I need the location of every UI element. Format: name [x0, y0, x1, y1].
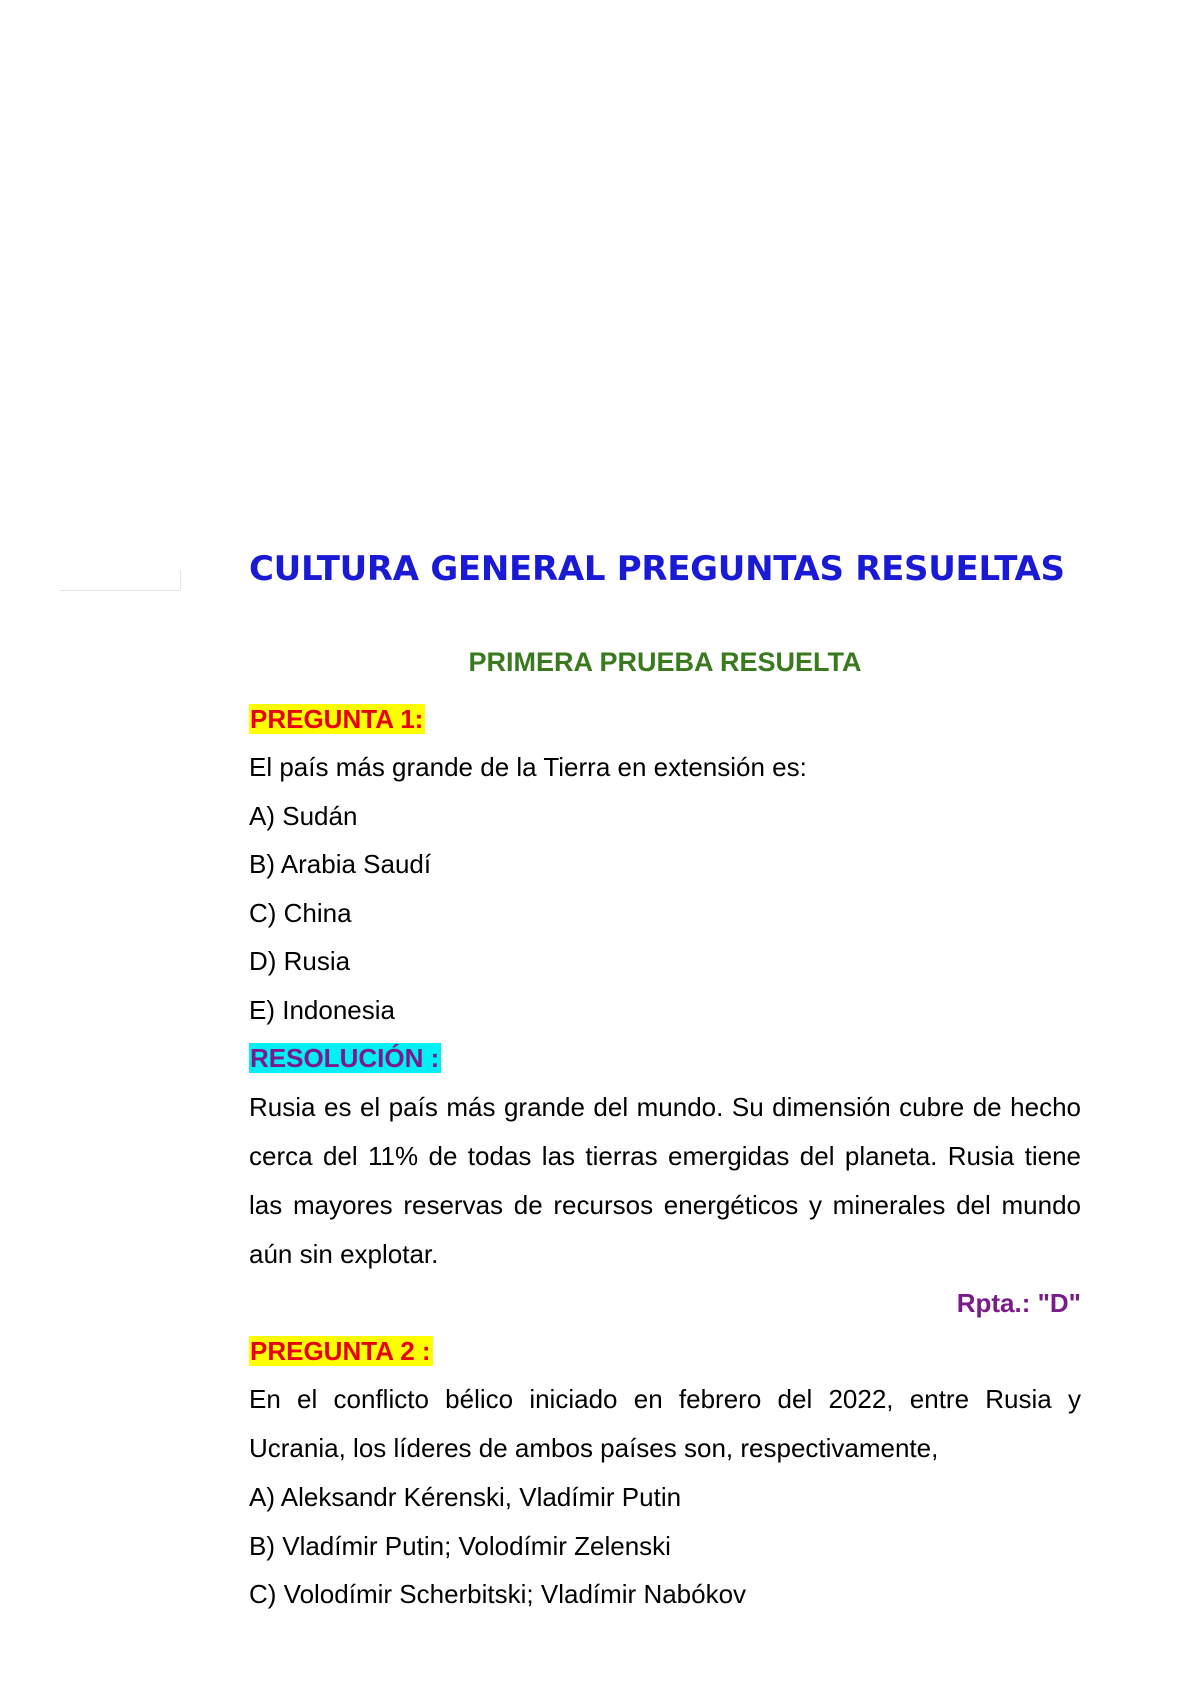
question-2-option-c: C) Volodímir Scherbitski; Vladímir Nabókov	[249, 1579, 747, 1609]
question-1-text: El país más grande de la Tierra en extensión es:	[249, 752, 807, 782]
resolution-1-label-line	[249, 1041, 441, 1075]
question-1-option-b: B) Arabia Saudí	[249, 849, 432, 879]
answer-1: Rpta.: "D"	[956, 1288, 1081, 1318]
question-1-option-d: D) Rusia	[249, 946, 351, 976]
question-2-label: PREGUNTA 2 :	[250, 1336, 431, 1366]
question-1-label: PREGUNTA 1:	[250, 704, 424, 734]
question-1-option-a: A) Sudán	[249, 801, 358, 831]
question-2-option-b: B) Vladímir Putin; Volodímir Zelenski	[249, 1531, 671, 1561]
question-2-label-line	[249, 1334, 433, 1368]
question-2-option-a: A) Aleksandr Kérenski, Vladímir Putin	[249, 1482, 682, 1512]
document-title: CULTURA GENERAL PREGUNTAS RESUELTAS	[249, 549, 1065, 589]
question-1-option-c: C) China	[249, 898, 352, 928]
section-subtitle: PRIMERA PRUEBA RESUELTA	[468, 647, 862, 677]
question-2-text: En el conflicto bélico iniciado en febrero del 2022, entre Rusia y Ucrania, los líderes de ambos países son, respectivamente,	[249, 1384, 1081, 1463]
page-corner-mark	[60, 570, 181, 591]
question-1-label-line	[249, 702, 425, 736]
resolution-1-text: Rusia es el país más grande del mundo. Su dimensión cubre de hecho cerca del 11% de todas las tierras emergidas del planeta. Rusia tiene las mayores reservas de recursos energéticos y minerales del mundo aún sin explotar.	[249, 1092, 1081, 1269]
resolution-1-label: RESOLUCIÓN :	[250, 1043, 440, 1073]
question-1-option-e: E) Indonesia	[249, 995, 395, 1025]
